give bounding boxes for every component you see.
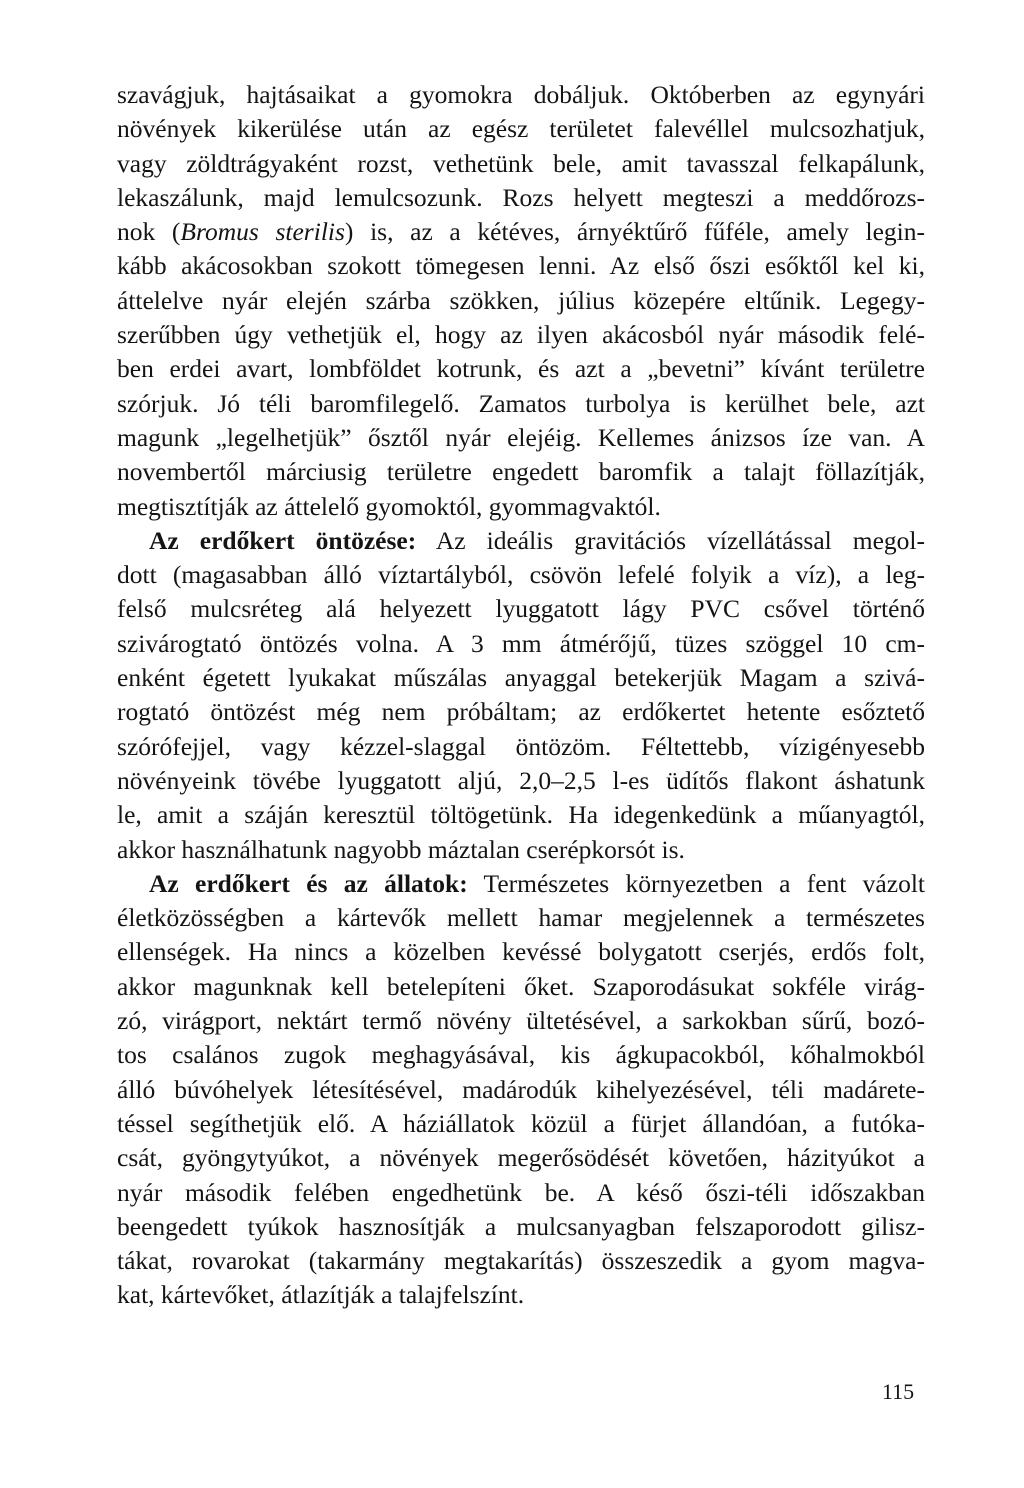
section-heading-line (117, 524, 925, 558)
text-line: tos csalános zugok meghagyásával, kis ágkupacokból, kőhalmokból (117, 1040, 925, 1070)
text-line: életközösségben a kártevők mellett hamar megjelennek a természetes (117, 903, 925, 933)
page-number: 115 (882, 1379, 915, 1404)
text-line: zó, virágport, nektárt termő növény ültetésével, a sarkokban sűrű, bozó- (117, 1006, 925, 1036)
text-line: lekaszálunk, majd lemulcsozunk. Rozs helyett megteszi a meddőrozs- (117, 182, 925, 212)
text-line: magunk „legelhetjük” ősztől nyár elejéig. Kellemes ánizsos íze van. A (117, 422, 925, 452)
text-line: novembertől márciusig területre engedett baromfik a talajt föllazítják, (117, 457, 925, 487)
text-line: álló búvóhelyek létesítésével, madárodúk kihelyezésével, téli madárete- (117, 1074, 925, 1104)
text-line: növényeink tövébe lyuggatott aljú, 2,0–2,5 l-es üdítős flakont áshatunk (117, 765, 925, 795)
text-line: beengedett tyúkok hasznosítják a mulcsanyagban felszaporodott gilisz- (117, 1211, 925, 1241)
text-line: szerűbben úgy vethetjük el, hogy az ilyen akácosból nyár második felé- (117, 320, 925, 350)
text-line: csát, gyöngytyúkot, a növények megerősödését követően, házityúkot a (117, 1143, 925, 1173)
text-line: téssel segíthetjük elő. A háziállatok közül a fürjet állandóan, a futóka- (117, 1108, 925, 1138)
text-line: szórófejjel, vagy kézzel-slaggal öntözöm. Féltettebb, vízigényesebb (117, 731, 925, 761)
section-heading: Az erdőkert öntözése: (149, 525, 417, 555)
section-heading: Az erdőkert és az állatok: (149, 868, 468, 898)
text-line: kat, kártevőket, átlazítják a talajfelszínt. (117, 1280, 525, 1310)
text-line: felső mulcsréteg alá helyezett lyuggatott lágy PVC csővel történő (117, 594, 925, 624)
text-line: ellenségek. Ha nincs a közelben kevéssé bolygatott cserjés, erdős folt, (117, 937, 925, 967)
text-line: enként égetett lyukakat műszálas anyaggal betekerjük Magam a szivá- (117, 663, 925, 693)
text-run: Az ideális gravitációs vízellátással megol- (416, 525, 926, 555)
text-line: áttelelve nyár elején szárba szökken, július közepére eltűnik. Legegy- (117, 285, 925, 315)
text-line: akkor magunknak kell betelepíteni őket. Szaporodásukat sokféle virág- (117, 971, 925, 1001)
text-line: akkor használhatunk nagyobb máztalan cserépkorsót is. (117, 834, 685, 864)
text-line: kább akácosokban szokott tömegesen lenni. Az első őszi esőktől kel ki, (117, 251, 925, 281)
text-line (117, 215, 925, 249)
text-run: Természetes környezetben a fent vázolt (467, 868, 925, 898)
species-name: Bromus sterilis (180, 217, 345, 247)
text-line: ben erdei avart, lombföldet kotrunk, és azt a „bevetni” kívánt területre (117, 354, 925, 384)
text-line: megtisztítják az áttelelő gyomoktól, gyommagvaktól. (117, 491, 661, 521)
text-line: rogtató öntözést még nem próbáltam; az erdőkertet hetente esőztető (117, 697, 925, 727)
text-line: növények kikerülése után az egész területet falevéllel mulcsozhatjuk, (117, 114, 925, 144)
text-line: szivárogtató öntözés volna. A 3 mm átmérőjű, tüzes szöggel 10 cm- (117, 628, 925, 658)
text-line: dott (magasabban álló víztartályból, csövön lefelé folyik a víz), a leg- (117, 560, 925, 590)
text-line: le, amit a száján keresztül töltögetünk. Ha idegenkedünk a műanyagtól, (117, 800, 925, 830)
text-line: nyár második felében engedhetünk be. A késő őszi-téli időszakban (117, 1177, 925, 1207)
text-line: szavágjuk, hajtásaikat a gyomokra dobáljuk. Októberben az egynyári (117, 80, 925, 109)
text-run: ) is, az a kétéves, árnyéktűrő fűféle, amely legin- (344, 217, 925, 247)
page-body (117, 78, 925, 1313)
section-heading-line (117, 867, 925, 901)
text-line: vagy zöldtrágyaként rozst, vethetünk bele, amit tavasszal felkapálunk, (117, 148, 925, 178)
text-run: nok ( (117, 217, 181, 247)
text-line: szórjuk. Jó téli baromfilegelő. Zamatos turbolya is kerülhet bele, azt (117, 388, 925, 418)
text-line: tákat, rovarokat (takarmány megtakarítás) összeszedik a gyom magva- (117, 1246, 925, 1276)
